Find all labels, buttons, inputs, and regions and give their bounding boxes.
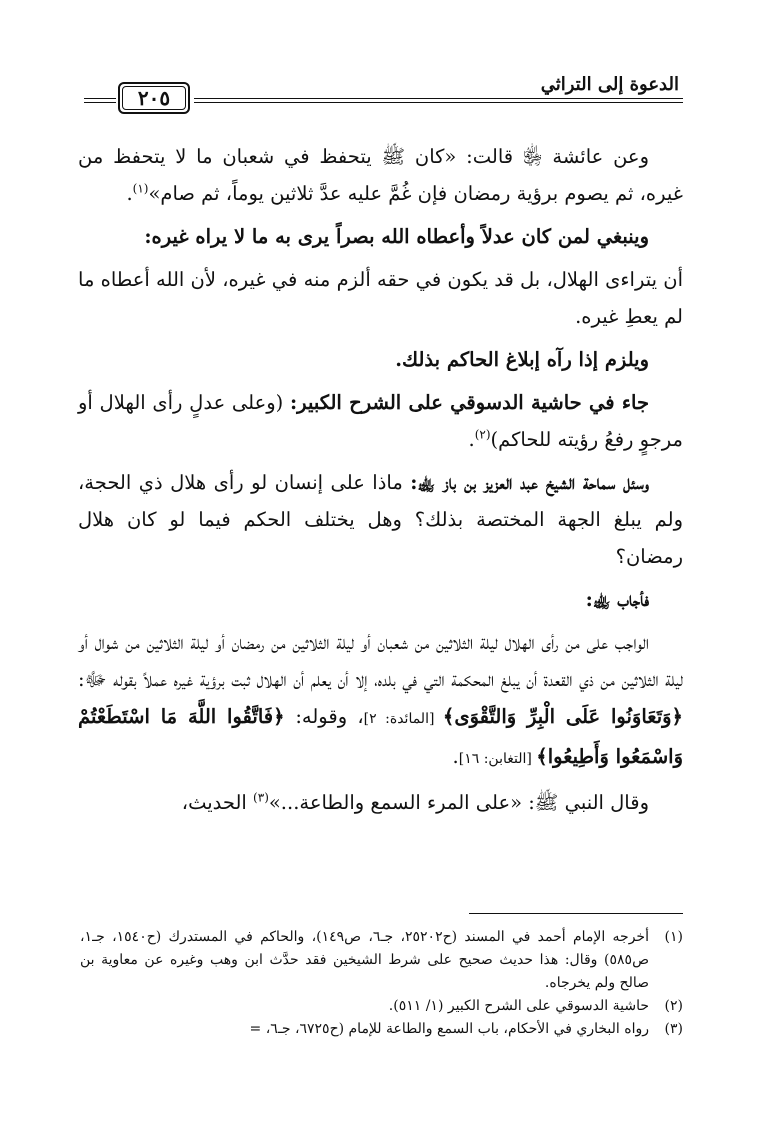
- paragraph-end: .: [126, 182, 133, 205]
- section-heading: ويلزم إذا رآه إبلاغ الحاكم بذلك.: [395, 348, 649, 371]
- footnote-divider: [469, 913, 683, 914]
- footnote-number: (١): [664, 929, 683, 945]
- quran-verse: ﴿وَتَعَاوَنُوا عَلَى الْبِرِّ وَالتَّقْوَى﴾: [442, 705, 683, 728]
- footnote-ref[interactable]: (٢): [474, 427, 491, 442]
- page-number-text: ٢٠٥: [137, 86, 171, 110]
- page-body: [78, 138, 683, 827]
- verse-reference: [المائدة: ٢]: [363, 711, 443, 727]
- question-intro: وسئل سماحة الشيخ عبد العزيز بن باز ﵀:: [410, 471, 649, 494]
- footnote-number: (٢): [664, 998, 683, 1014]
- paragraph: [78, 464, 683, 575]
- page-header: [84, 74, 683, 114]
- paragraph-end: .: [468, 428, 475, 451]
- footnote: [80, 995, 683, 1018]
- footnote-text: حاشية الدسوقي على الشرح الكبير (١/ ٥١١).: [388, 998, 649, 1014]
- section-heading: وينبغي لمن كان عدلاً وأعطاه الله بصراً يرى به ما لا يراه غيره:: [144, 225, 649, 248]
- paragraph-text: ماذا على إنسان لو رأى هلال ذي الحجة، ولم يبلغ الجهة المختصة بذلك؟ وهل يختلف الحكم فيما لو كان هلال رمضان؟: [78, 471, 683, 568]
- footnote-ref[interactable]: (١): [132, 181, 149, 196]
- paragraph-text: (وعلى عدلٍ رأى الهلال أو مرجوٍ رفعُ رؤيته للحاكم): [78, 391, 683, 451]
- footnote-ref[interactable]: (٣): [253, 790, 269, 805]
- paragraph-text: وقال النبي ﷺ: «على المرء السمع والطاعة...»: [268, 791, 649, 814]
- paragraph-text: ، وقوله:: [295, 705, 364, 728]
- paragraph-end: الحديث،: [181, 791, 254, 814]
- source-citation: جاء في حاشية الدسوقي على الشرح الكبير:: [289, 391, 650, 414]
- footnote-text: أخرجه الإمام أحمد في المسند (ح٢٥٢٠٢، جـ٦، ص١٤٩)، والحاكم في المستدرك (ح١٥٤٠، جـ١، ص٥٨٥) وقال: هذا حديث صحيح على شرط الشيخين فقد حدَّث ابن وهب وغيره عن معاوية بن صالح ولم يخرجاه.: [80, 929, 649, 991]
- page-number: [118, 82, 190, 114]
- footnote: [80, 1018, 683, 1041]
- quran-verse: ﴿فَاتَّقُوا اللَّهَ مَا اسْتَطَعْتُمْ وَاسْمَعُوا وَأَطِيعُوا﴾: [78, 705, 683, 768]
- verse-reference: [التغابن: ١٦]: [458, 751, 537, 767]
- paragraph: [78, 138, 683, 212]
- paragraph: [78, 384, 683, 458]
- footnote: [80, 926, 683, 995]
- paragraph-text: الواجب على من رأى الهلال ليلة الثلاثين من شعبان أو ليلة الثلاثين من رمضان أو ليلة الثلاثين من شوال أو ليلة الثلاثين من ذي القعدة أن يبلغ المحكمة التي في بلده، إلا أن يعلم أن الهلال ثبت برؤية غيره عملاً بقوله ﷻ:: [78, 631, 683, 691]
- paragraph-end: .: [452, 745, 459, 768]
- paragraph: [78, 624, 683, 778]
- paragraph: أن يتراءى الهلال، بل قد يكون في حقه ألزم منه في غيره، لأن الله أعطاه ما لم يعطِ غيره.: [78, 268, 683, 328]
- header-rule: [194, 98, 683, 103]
- paragraph-text: وعن عائشة ﵂ قالت: «كان ﷺ يتحفظ في شعبان ما لا يتحفظ من غيره، ثم يصوم برؤية رمضان فإن غُمَّ عليه عدَّ ثلاثين يوماً، ثم صام»: [78, 145, 683, 205]
- answer-heading: فأجاب ﵀:: [585, 588, 649, 611]
- footnote-number: (٣): [664, 1021, 683, 1037]
- footnotes: [80, 926, 683, 1041]
- running-title: الدعوة إلى التراثي: [540, 74, 679, 95]
- footnote-text: رواه البخاري في الأحكام، باب السمع والطاعة للإمام (ح٦٧٢٥، جـ٦، =: [249, 1021, 649, 1037]
- header-rule-short: [84, 98, 116, 103]
- paragraph: [78, 784, 683, 821]
